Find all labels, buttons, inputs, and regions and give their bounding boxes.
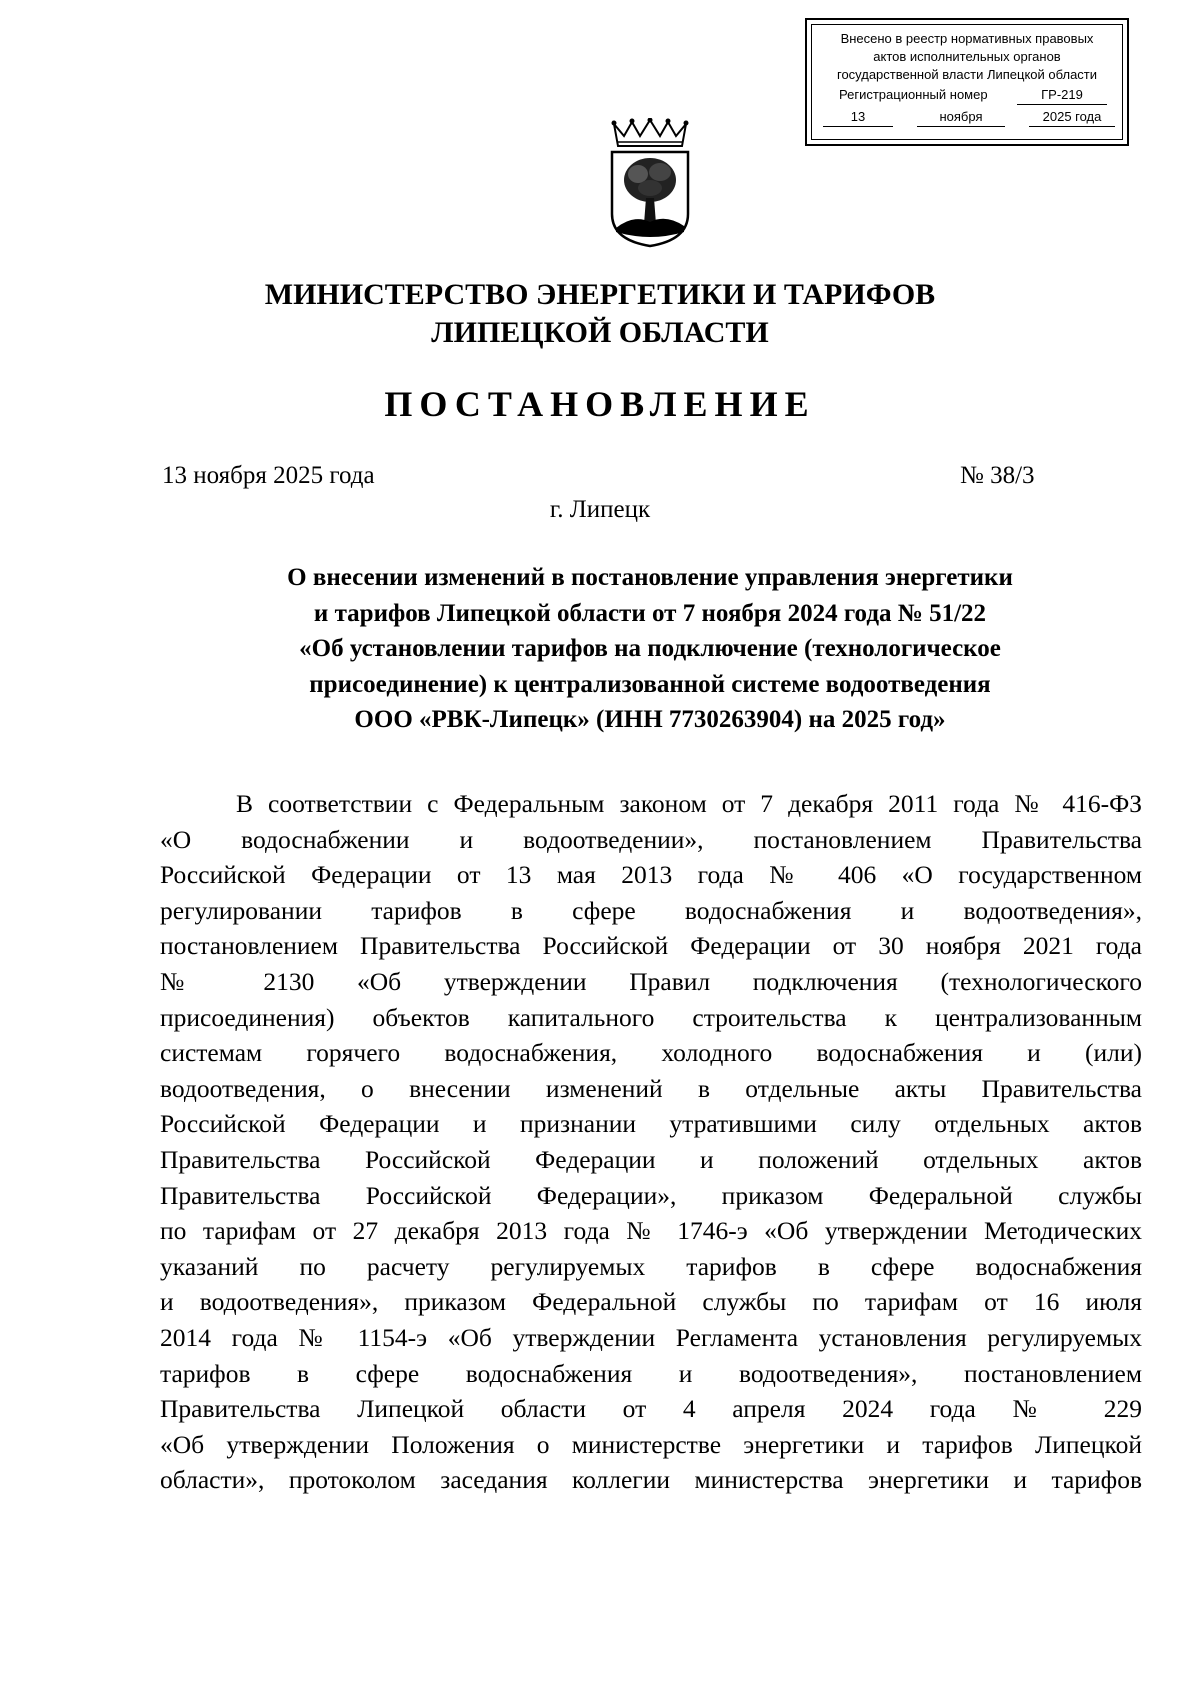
body-line: 2014 года № 1154-э «Об утверждении Регламента установления регулируемых xyxy=(160,1322,1142,1352)
document-number: № 38/3 xyxy=(960,462,1035,489)
body-line: В соответствии с Федеральным законом от 7 декабря 2011 года № 416-ФЗ xyxy=(236,789,1142,818)
lipetsk-coat-of-arms-icon xyxy=(604,118,696,248)
document-title xyxy=(160,560,1140,738)
body-line: указаний по расчету регулируемых тарифов в сфере водоснабжения xyxy=(160,1251,1142,1281)
body-line: Правительства Российской Федерации», приказом Федеральной службы xyxy=(160,1180,1142,1210)
ministry-name-line-2: ЛИПЕЦКОЙ ОБЛАСТИ xyxy=(431,316,769,349)
stamp-month: ноября xyxy=(917,108,1005,127)
registry-stamp xyxy=(805,18,1129,146)
title-line: присоединение) к централизованной системе водоотведения xyxy=(309,670,991,698)
body-line: Правительства Липецкой области от 4 апреля 2024 года № 229 xyxy=(160,1394,1142,1424)
ministry-name-line-1: МИНИСТЕРСТВО ЭНЕРГЕТИКИ И ТАРИФОВ xyxy=(264,278,936,311)
body-line: Российской Федерации и признании утратившими силу отдельных актов xyxy=(160,1109,1142,1139)
body-line: «Об утверждении Положения о министерстве энергетики и тарифов Липецкой xyxy=(160,1429,1142,1459)
stamp-year: 2025 года xyxy=(1029,108,1115,127)
body-line: Российской Федерации от 13 мая 2013 года № 406 «О государственном xyxy=(160,860,1142,890)
document-date: 13 ноября 2025 года xyxy=(162,462,375,489)
stamp-day: 13 xyxy=(823,108,893,127)
body-line: тарифов в сфере водоснабжения и водоотведения», постановлением xyxy=(160,1358,1142,1388)
body-line: регулировании тарифов в сфере водоснабжения и водоотведения», xyxy=(160,895,1142,925)
body-line: присоединения) объектов капитального строительства к централизованным xyxy=(160,1002,1142,1032)
body-line: № 2130 «Об утверждении Правил подключения (технологического xyxy=(160,966,1142,996)
stamp-line-1: Внесено в реестр нормативных правовых xyxy=(840,31,1094,46)
title-line: ООО «РВК-Липецк» (ИНН 7730263904) на 2025 год» xyxy=(354,706,946,733)
title-line: О внесении изменений в постановление управления энергетики xyxy=(287,564,1013,591)
stamp-reg-label: Регистрационный номер xyxy=(839,87,988,102)
body-line: водоотведения, о внесении изменений в отдельные акты Правительства xyxy=(160,1073,1142,1103)
title-line: «Об установлении тарифов на подключение (технологическое xyxy=(299,635,1001,662)
document-type: ПОСТАНОВЛЕНИЕ xyxy=(384,384,816,424)
document-body xyxy=(160,786,1142,1498)
title-line: и тарифов Липецкой области от 7 ноября 2024 года № 51/22 xyxy=(313,599,987,627)
stamp-line-2: актов исполнительных органов xyxy=(873,49,1061,64)
body-line: Правительства Российской Федерации и положений отдельных актов xyxy=(160,1144,1142,1174)
document-city: г. Липецк xyxy=(549,496,651,523)
body-line: области», протоколом заседания коллегии министерства энергетики и тарифов xyxy=(160,1465,1142,1495)
body-line: по тарифам от 27 декабря 2013 года № 1746-э «Об утверждении Методических xyxy=(160,1216,1142,1246)
body-line: системам горячего водоснабжения, холодного водоснабжения и (или) xyxy=(160,1038,1142,1068)
body-line: «О водоснабжении и водоотведении», постановлением Правительства xyxy=(160,824,1142,854)
body-line: и водоотведения», приказом Федеральной службы по тарифам от 16 июля xyxy=(160,1287,1142,1317)
stamp-line-3: государственной власти Липецкой области xyxy=(836,67,1098,82)
body-line: постановлением Правительства Российской Федерации от 30 ноября 2021 года xyxy=(160,931,1142,961)
stamp-reg-number: ГР-219 xyxy=(1017,86,1107,105)
